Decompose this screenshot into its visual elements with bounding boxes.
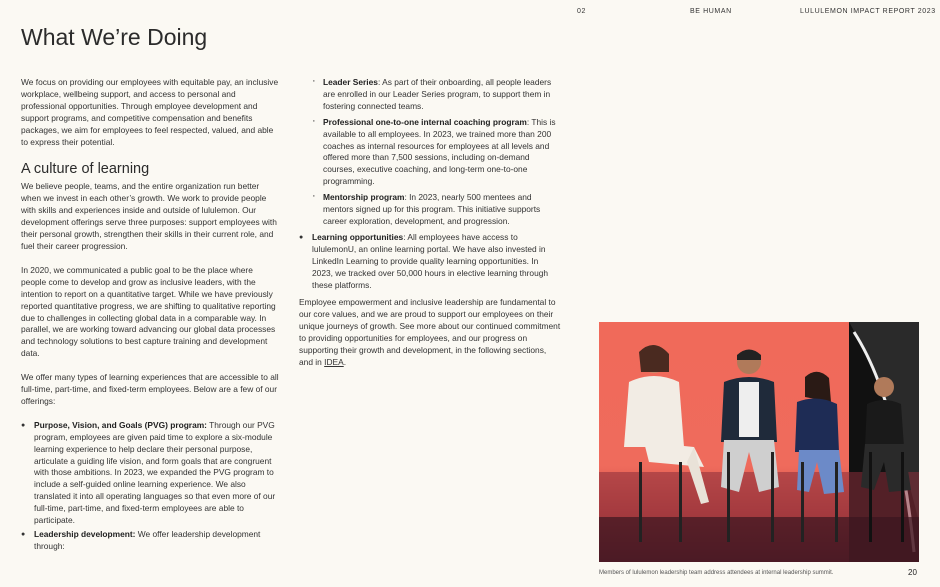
section-heading: A culture of learning [21,161,150,178]
list-item-label: Leadership development: [34,529,136,539]
left-column [21,77,279,555]
idea-link[interactable]: IDEA [324,356,344,367]
learning-paragraph-2: In 2020, we communicated a public goal to be the place where people come to develop and grow as inclusive leaders, with the intention to report on a quantitative target. While we have previously reported quantitative progress, we are shifting to qualitative reporting due to challenges in collecting global data in a comparable way. In parallel, we are working toward advancing our global data processes and technology solutions to best capture training and development data. [21,264,276,359]
list-item-leadership [21,529,279,553]
closing-end: . [343,356,347,367]
list-item-label: Purpose, Vision, and Goals (PVG) program: [34,419,207,430]
sub-item-text: : In 2023, nearly 500 mentees and mentors signed up for this program. This initiative supports career exploration, development, and progression. [323,192,541,226]
sub-item-leader-series [299,77,561,113]
sub-item-label: Mentorship program [323,192,405,203]
list-item-pvg [21,420,279,527]
photo-illustration [599,322,919,562]
header-page-number: 02 [577,8,586,15]
header-report-title: LULULEMON IMPACT REPORT 2023 [800,8,936,15]
middle-column [299,77,561,381]
list-item-text: Through our PVG program, employees are given paid time to explore a six-module learning experience to help declare their personal purpose, articulate a guiding life vision, and form goals that are congruent with those ambitions. In 2023, we expanded the PVG program to include a self-guided online learning experience. We also translated it into all operating languages so that even more of our full-time, part-time, and fixed-term employees are able to participate. [34,419,276,526]
sub-item-text: : This is available to all employees. In 2023, we trained more than 200 coaches as internal resources for employees at all levels and offered more than 7,500 sessions, including on-demand courses, executive coaching, and long-term one-to-one programming. [323,116,556,187]
sub-item-label: Leader Series [323,77,378,87]
sub-item-mentorship [299,192,561,228]
closing-text: Employee empowerment and inclusive leadership are fundamental to our core values, and we are proud to support our employees on their unique journeys of growth. See more about our continued commitment to providing opportunities for employees, and our progress on supporting their growth and development, in the following sections, and in [299,297,561,367]
sub-item-label: Professional one-to-one internal coaching program [323,116,527,127]
page-number: 20 [908,568,917,577]
learning-paragraph-1: We believe people, teams, and the entire organization run better when we invest in each other’s growth. We work to provide people with skills and experiences inside and outside of lululemon. Our development offerings serve three purposes: support employees with their personal growth, strengthen their skills in their current role, and fuel their career progression. [21,181,277,251]
page-title: What We’re Doing [21,24,208,50]
leadership-summit-photo [599,322,919,562]
header-section: BE HUMAN [690,8,732,15]
list-item-text: We offer leadership development through: [34,529,261,551]
sub-item-text: : As part of their onboarding, all people leaders are enrolled in our Leader Series program, to support them in fostering connected teams. [323,77,552,111]
list-item-text: : All employees have access to lululemonU, an online learning portal. We have also invested in LinkedIn Learning to provide quality learning opportunities. In 2023, we tracked over 50,000 hours in elective learning through these platforms. [312,231,549,290]
sub-item-coaching [299,117,561,188]
list-item-label: Learning opportunities [312,231,404,242]
list-item-learning-opportunities [299,232,561,292]
intro-paragraph: We focus on providing our employees with equitable pay, an inclusive workplace, wellbeing support, and access to personal and professional opportunities. Through employee development and support programs, and competitive compensation and benefits packages, we aim for employees to feel respected, valued, and able to express their potential. [21,77,279,147]
closing-paragraph [299,297,561,368]
photo-caption: Members of lululemon leadership team address attendees at internal leadership summit. [599,570,834,576]
learning-paragraph-3: We offer many types of learning experiences that are accessible to all full-time, part-time, and fixed-term employees. Below are a few of our offerings: [21,372,279,406]
